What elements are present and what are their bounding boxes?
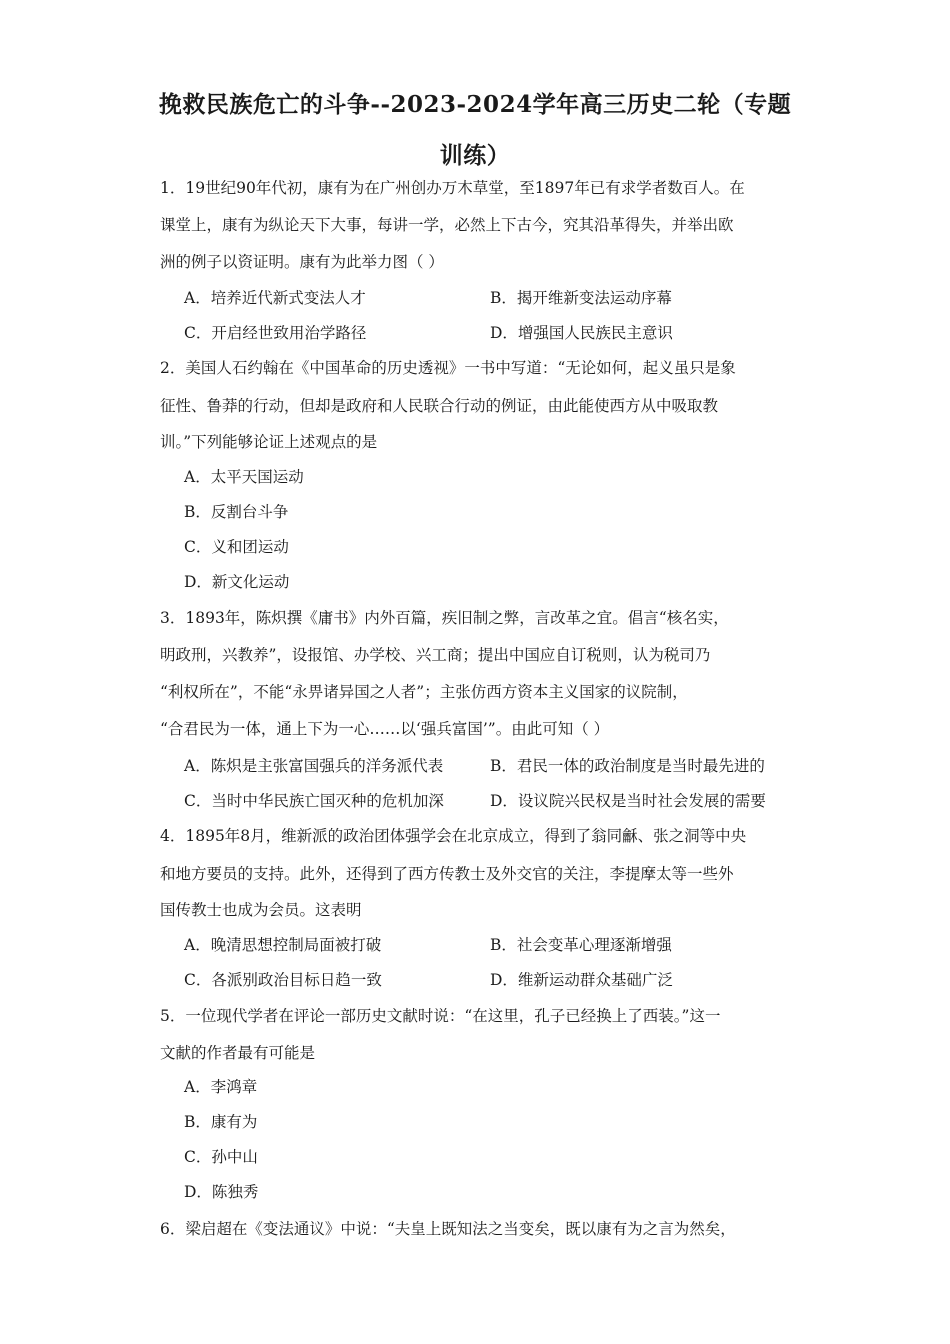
question-4-option-a[interactable]: A．晚清思想控制局面被打破 [184, 936, 382, 954]
document-title: 挽救民族危亡的斗争--2023-2024学年高三历史二轮（专题 [158, 91, 792, 118]
question-3-option-d[interactable]: D．设议院兴民权是当时社会发展的需要 [490, 792, 766, 810]
question-3-line-3: “利权所在”，不能“永畀诸异国之人者”；主张仿西方资本主义国家的议院制， [160, 683, 688, 701]
question-3-option-a[interactable]: A．陈炽是主张富国强兵的洋务派代表 [184, 757, 444, 775]
question-3-option-b[interactable]: B．君民一体的政治制度是当时最先进的 [490, 757, 765, 775]
question-6-line-1: 6．梁启超在《变法通议》中说：“夫皇上既知法之当变矣，既以康有为之言为然矣， [160, 1220, 736, 1238]
document-title-continued: 训练） [439, 142, 511, 169]
question-1-line-2: 课堂上，康有为纵论天下大事，每讲一学，必然上下古今，究其沿革得失，并举出欧 [160, 216, 734, 234]
question-2-option-b[interactable]: B．反割台斗争 [184, 503, 289, 521]
question-4-line-3: 国传教士也成为会员。这表明 [160, 901, 362, 919]
question-3-option-c[interactable]: C．当时中华民族亡国灭种的危机加深 [184, 792, 444, 810]
question-2-option-d[interactable]: D．新文化运动 [184, 573, 290, 591]
question-3-line-1: 3．1893年，陈炽撰《庸书》内外百篇，疾旧制之弊，言改革之宜。倡言“核名实， [160, 609, 729, 627]
question-3-line-2: 明政刑，兴教养”，设报馆、办学校、兴工商；提出中国应自订税则，认为税司乃 [160, 646, 711, 664]
question-4-option-c[interactable]: C．各派别政治目标日趋一致 [184, 971, 382, 989]
question-4-line-1: 4．1895年8月，维新派的政治团体强学会在北京成立，得到了翁同龢、张之洞等中央 [160, 827, 747, 845]
question-5-option-b[interactable]: B．康有为 [184, 1113, 258, 1131]
question-3-line-4: “合君民为一体，通上下为一心……以‘强兵富国’”。由此可知（ ） [160, 720, 610, 738]
question-1-option-d[interactable]: D．增强国人民族民主意识 [490, 324, 673, 342]
question-1-option-a[interactable]: A．培养近代新式变法人才 [184, 289, 366, 307]
question-2-option-a[interactable]: A．太平天国运动 [184, 468, 304, 486]
question-4-option-d[interactable]: D．维新运动群众基础广泛 [490, 971, 673, 989]
question-2-line-3: 训。”下列能够论证上述观点的是 [160, 433, 378, 451]
question-4-option-b[interactable]: B．社会变革心理逐渐增强 [490, 936, 672, 954]
question-1-option-c[interactable]: C．开启经世致用治学路径 [184, 324, 367, 342]
question-5-option-a[interactable]: A．李鸿章 [184, 1078, 258, 1096]
question-1-line-3: 洲的例子以资证明。康有为此举力图（ ） [160, 253, 444, 271]
question-5-option-c[interactable]: C．孙中山 [184, 1148, 258, 1166]
question-1-option-b[interactable]: B．揭开维新变法运动序幕 [490, 289, 672, 307]
question-5-option-d[interactable]: D．陈独秀 [184, 1183, 259, 1201]
question-5-line-1: 5．一位现代学者在评论一部历史文献时说：“在这里，孔子已经换上了西装。”这一 [160, 1007, 721, 1025]
question-2-line-2: 征性、鲁莽的行动，但却是政府和人民联合行动的例证，由此能使西方从中吸取教 [160, 397, 719, 415]
question-2-option-c[interactable]: C．义和团运动 [184, 538, 289, 556]
question-1-line-1: 1．19世纪90年代初，康有为在广州创办万木草堂，至1897年已有求学者数百人。在 [160, 179, 745, 197]
question-4-line-2: 和地方要员的支持。此外，还得到了西方传教士及外交官的关注，李提摩太等一些外 [160, 865, 734, 883]
question-5-line-2: 文献的作者最有可能是 [160, 1044, 316, 1062]
question-2-line-1: 2．美国人石约翰在《中国革命的历史透视》一书中写道：“无论如何，起义虽只是象 [160, 359, 736, 377]
